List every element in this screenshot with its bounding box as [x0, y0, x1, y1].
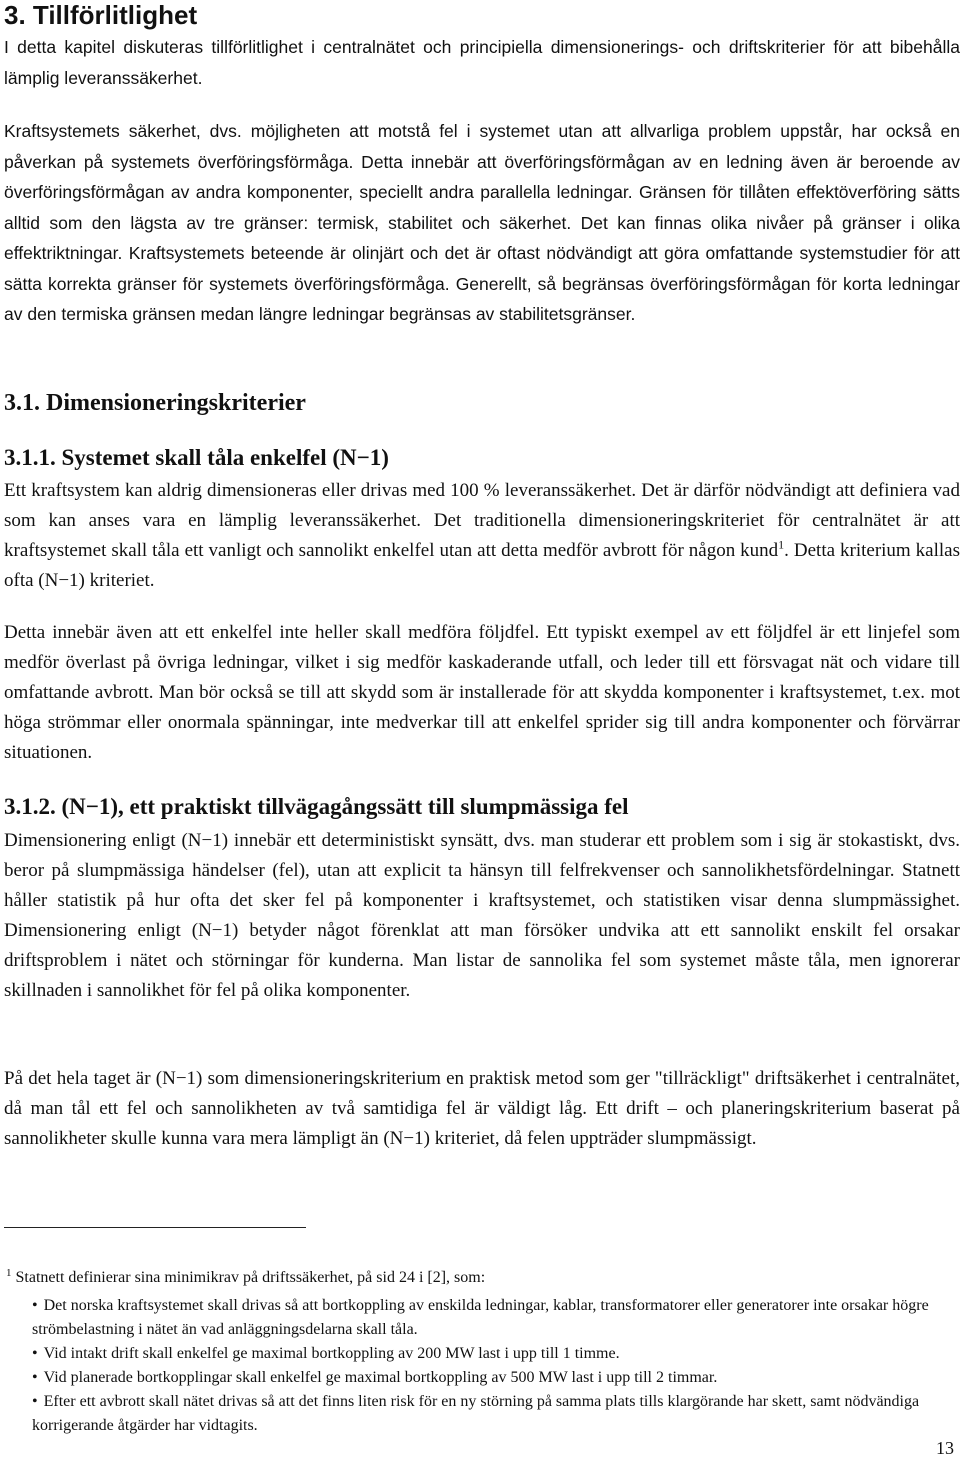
footnote-intro-text: Statnett definierar sina minimikrav på driftssäkerhet, på sid 24 i [2], som: — [15, 1269, 486, 1286]
section-paragraph: Kraftsystemets säkerhet, dvs. möjligheten att motstå fel i systemet utan att allvarliga problem uppstår, har också en påverkan på systemets överföringsförmåga. Detta innebär att överföringsförmågan av en ledning även är beroende av överföringsförmågan av andra komponenter, speciellt andra parallella ledningar. Gränsen för tillåten effektöverföring sätts alltid som den lägsta av tre gränser: termisk, stabilitet och säkerhet. Det kan finnas olika nivåer på gränser i olika effektriktningar. Kraftsystemets beteende är olinjärt och det är oftast nödvändigt att göra omfattande systemstudier för att sätta korrekta gränser för systemets överföringsförmåga. Generellt, så begränsas överföringsförmågan för korta ledningar av den termiska gränsen medan längre ledningar begränsas av stabilitetsgränser. — [4, 121, 960, 324]
section-intro: I detta kapitel diskuteras tillförlitlighet i centralnätet och principiella dimensionerings- och driftskriterier för att bibehålla lämplig leveranssäkerhet. — [4, 37, 960, 88]
section-title: Tillförlitlighet — [32, 0, 198, 30]
subsection-title: Dimensioneringskriterier — [46, 390, 306, 416]
paragraph-3-1-2-b: På det hela taget är (N−1) som dimensioneringskriterium en praktisk metod som ger "tillräckligt" driftsäkerhet i centralnätet, då man tål ett fel och sannolikheten av två samtidiga fel är väldigt låg. Ett drift – och planeringskriterium baserat på sannolikheter skulle kunna vara mera lämpligt än (N−1) kriteriet, då felen uppträder slumpmässigt. — [4, 1068, 960, 1149]
subsection-number: 3.1. — [4, 390, 40, 416]
section-heading — [4, 0, 197, 30]
bullet-icon: • — [32, 1369, 38, 1386]
footnote-item-text: Det norska kraftsystemet skall drivas så att bortkoppling av enskilda ledningar, kablar, transformatorer eller generatorer inte orsakar högre strömbelastning i nätet än vad anläggningsdelarna skall tåla. — [32, 1297, 929, 1338]
paragraph-3-1-2-a: Dimensionering enligt (N−1) innebär ett deterministiskt synsätt, dvs. man studerar ett problem som i sig är stokastiskt, dvs. beror på slumpmässiga händelser (fel), utan att explicit ta hänsyn till felfrekvenser och sannolikhetsfördelningar. Statnett håller statistik på hur ofta det sker fel på komponenter i kraftsystemet, och statistiken visar denna slumpmässighet. Dimensionering enligt (N−1) betyder något förenklat att man försöker undvika att ett sannolikt enskilt fel orsakar driftsproblem i nätet och störningar för kunderna. Man listar de sannolika fel som systemet måste tåla, men ignorerar skillnaden i sannolikhet för fel på olika komponenter. — [4, 830, 960, 1001]
page-number: 13 — [936, 1438, 954, 1458]
footnote-item — [32, 1390, 932, 1438]
paragraph-3-1-1-a-text: Ett kraftsystem kan aldrig dimensioneras eller drivas med 100 % leveranssäkerhet. Det är därför nödvändigt att definiera vad som kan anses vara en lämplig leveranssäkerhet. Det traditionella dimensioneringskriteriet för centralnätet är att kraftsystemet skall tåla ett vanligt och sannolikt enkelfel utan att detta medför avbrott för någon kund — [4, 480, 960, 561]
sub-subsection-heading-1 — [4, 443, 389, 473]
paragraph-3-1-1-a-tail: . Detta kriterium kallas ofta (N−1) kriteriet. — [4, 540, 960, 591]
paragraph-3-1-1-b: Detta innebär även att ett enkelfel inte heller skall medföra följdfel. Ett typiskt exempel av ett följdfel är ett linjefel som medför överlast på övriga ledningar, vilket i sig medför kaskaderande utfall, och leder till ett försvagat nät och vidare till omfattande avbrott. Man bör också se till att skydd som är installerade för att skydda komponenter i kraftsystemet, t.ex. mot höga strömmar eller onormala spänningar, inte medverkar till att enkelfel sprider sig till andra komponenter och förvärrar situationen. — [4, 622, 960, 763]
bullet-icon: • — [32, 1345, 38, 1362]
footnote-item — [32, 1294, 932, 1342]
bullet-icon: • — [32, 1393, 38, 1410]
footnote-list — [32, 1294, 932, 1438]
footnote-reference[interactable]: 1 — [778, 537, 785, 552]
footnote-separator — [4, 1227, 306, 1228]
paragraph-3-1-1-a — [4, 476, 960, 596]
footnote-intro — [6, 1266, 485, 1290]
footnote-item-text: Vid intakt drift skall enkelfel ge maximal bortkoppling av 200 MW last i upp till 1 timme. — [43, 1345, 620, 1362]
bullet-icon: • — [32, 1297, 38, 1314]
sub-subsection-heading-2 — [4, 792, 629, 822]
sub-subsection-title-2: (N−1), ett praktiskt tillvägagångssätt till slumpmässiga fel — [61, 794, 629, 819]
sub-subsection-number-2: 3.1.2. — [4, 794, 56, 819]
footnote-item-text: Efter ett avbrott skall nätet drivas så att det finns liten risk för en ny störning på samma plats tills klargörande har skett, samt nödvändiga korrigerande åtgärder har vidtagits. — [32, 1393, 920, 1434]
footnote-item — [32, 1366, 932, 1390]
sub-subsection-number-1: 3.1.1. — [4, 445, 56, 470]
footnote-item-text: Vid planerade bortkopplingar skall enkelfel ge maximal bortkoppling av 500 MW last i upp till 2 timmar. — [43, 1369, 718, 1386]
section-number: 3. — [4, 0, 26, 30]
subsection-heading — [4, 388, 306, 418]
footnote-item — [32, 1342, 932, 1366]
footnote-number: 1 — [6, 1266, 12, 1279]
sub-subsection-title-1: Systemet skall tåla enkelfel (N−1) — [61, 445, 389, 470]
